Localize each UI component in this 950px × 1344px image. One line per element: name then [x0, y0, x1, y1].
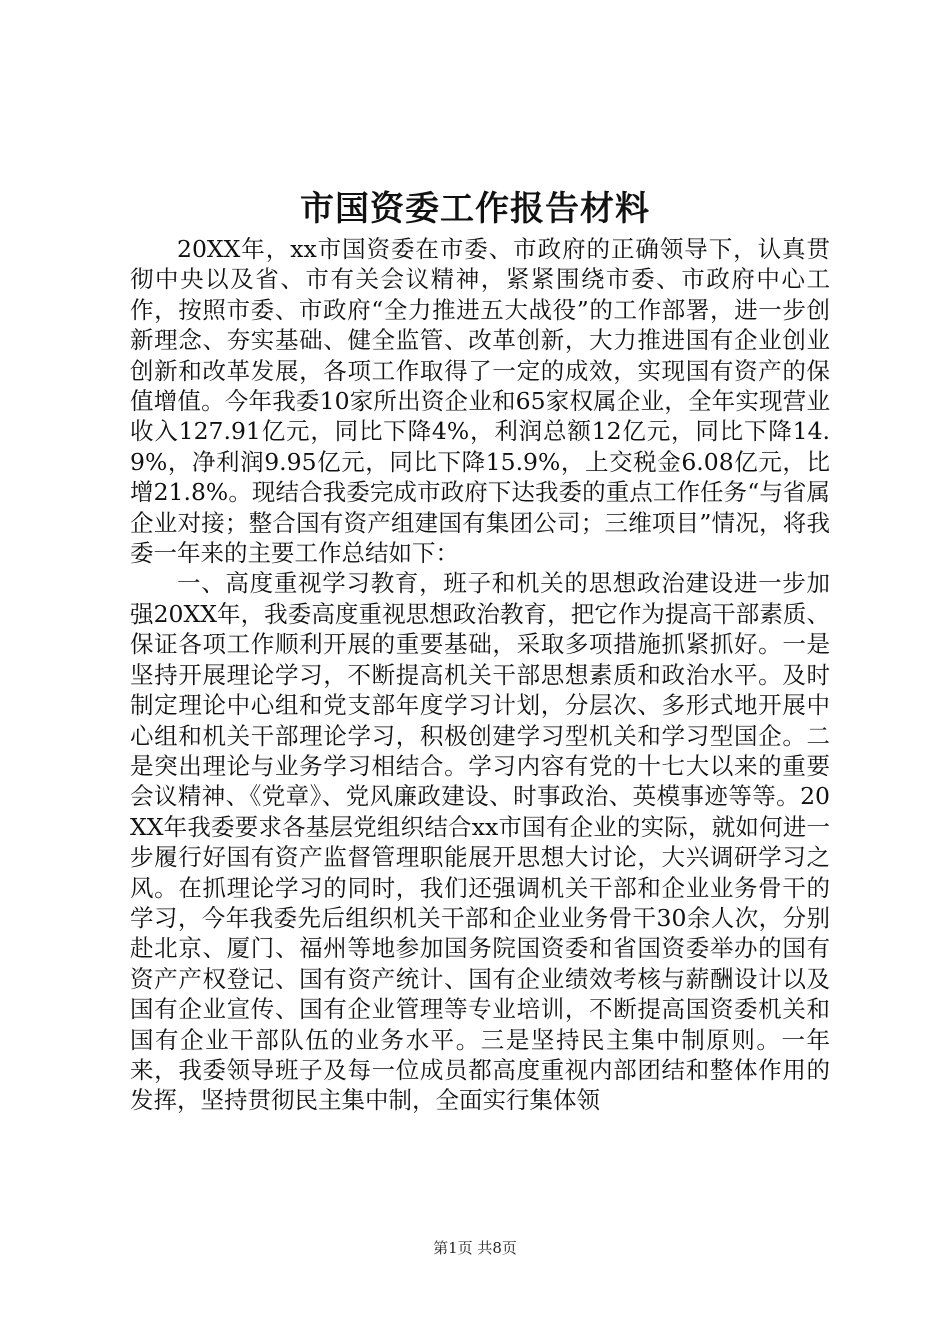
paragraph-intro: 20XX年，xx市国资委在市委、市政府的正确领导下，认真贯彻中央以及省、市有关会议精神，紧紧围绕市委、市政府中心工作，按照市委、市政府“全力推进五大战役”的工作部署，进一步创新理念、夯实基础、健全监管、改革创新，大力推进国有企业创业创新和改革发展，各项工作取得了一定的成效，实现国有资产的保值增值。今年我委10家所出资企业和65家权属企业，全年实现营业收入127.91亿元，同比下降4%，利润总额12亿元，同比下降14.9%，净利润9.95亿元，同比下降15.9%，上交税金6.08亿元，比增21.8%。现结合我委完成市政府下达我委的重点工作任务“与省属企业对接；整合国有资产组建国有集团公司；三维项目”情况，将我委一年来的主要工作总结如下： — [130, 235, 830, 568]
page-footer: 第1页 共8页 — [433, 1239, 517, 1257]
paragraph-section-one: 一、高度重视学习教育，班子和机关的思想政治建设进一步加强20XX年，我委高度重视思想政治教育，把它作为提高干部素质、保证各项工作顺利开展的重要基础，采取多项措施抓紧抓好。一是坚持开展理论学习，不断提高机关干部思想素质和政治水平。及时制定理论中心组和党支部年度学习计划，分层次、多形式地开展中心组和机关干部理论学习，积极创建学习型机关和学习型国企。二是突出理论与业务学习相结合。学习内容有党的十七大以来的重要会议精神、《党章》、党风廉政建设、时事政治、英模事迹等等。20XX年我委要求各基层党组织结合xx市国有企业的实际，就如何进一步履行好国有资产监督管理职能展开思想大讨论，大兴调研学习之风。在抓理论学习的同时，我们还强调机关干部和企业业务骨干的学习，今年我委先后组织机关干部和企业业务骨干30余人次，分别赴北京、厦门、福州等地参加国务院国资委和省国资委举办的国有资产产权登记、国有资产统计、国有企业绩效考核与薪酬设计以及国有企业宣传、国有企业管理等专业培训，不断提高国资委机关和国有企业干部队伍的业务水平。三是坚持民主集中制原则。一年来，我委领导班子及每一位成员都高度重视内部团结和整体作用的发挥，坚持贯彻民主集中制，全面实行集体领 — [130, 569, 830, 1115]
page-title: 市国资委工作报告材料 — [300, 189, 650, 229]
document-body — [130, 234, 830, 1116]
